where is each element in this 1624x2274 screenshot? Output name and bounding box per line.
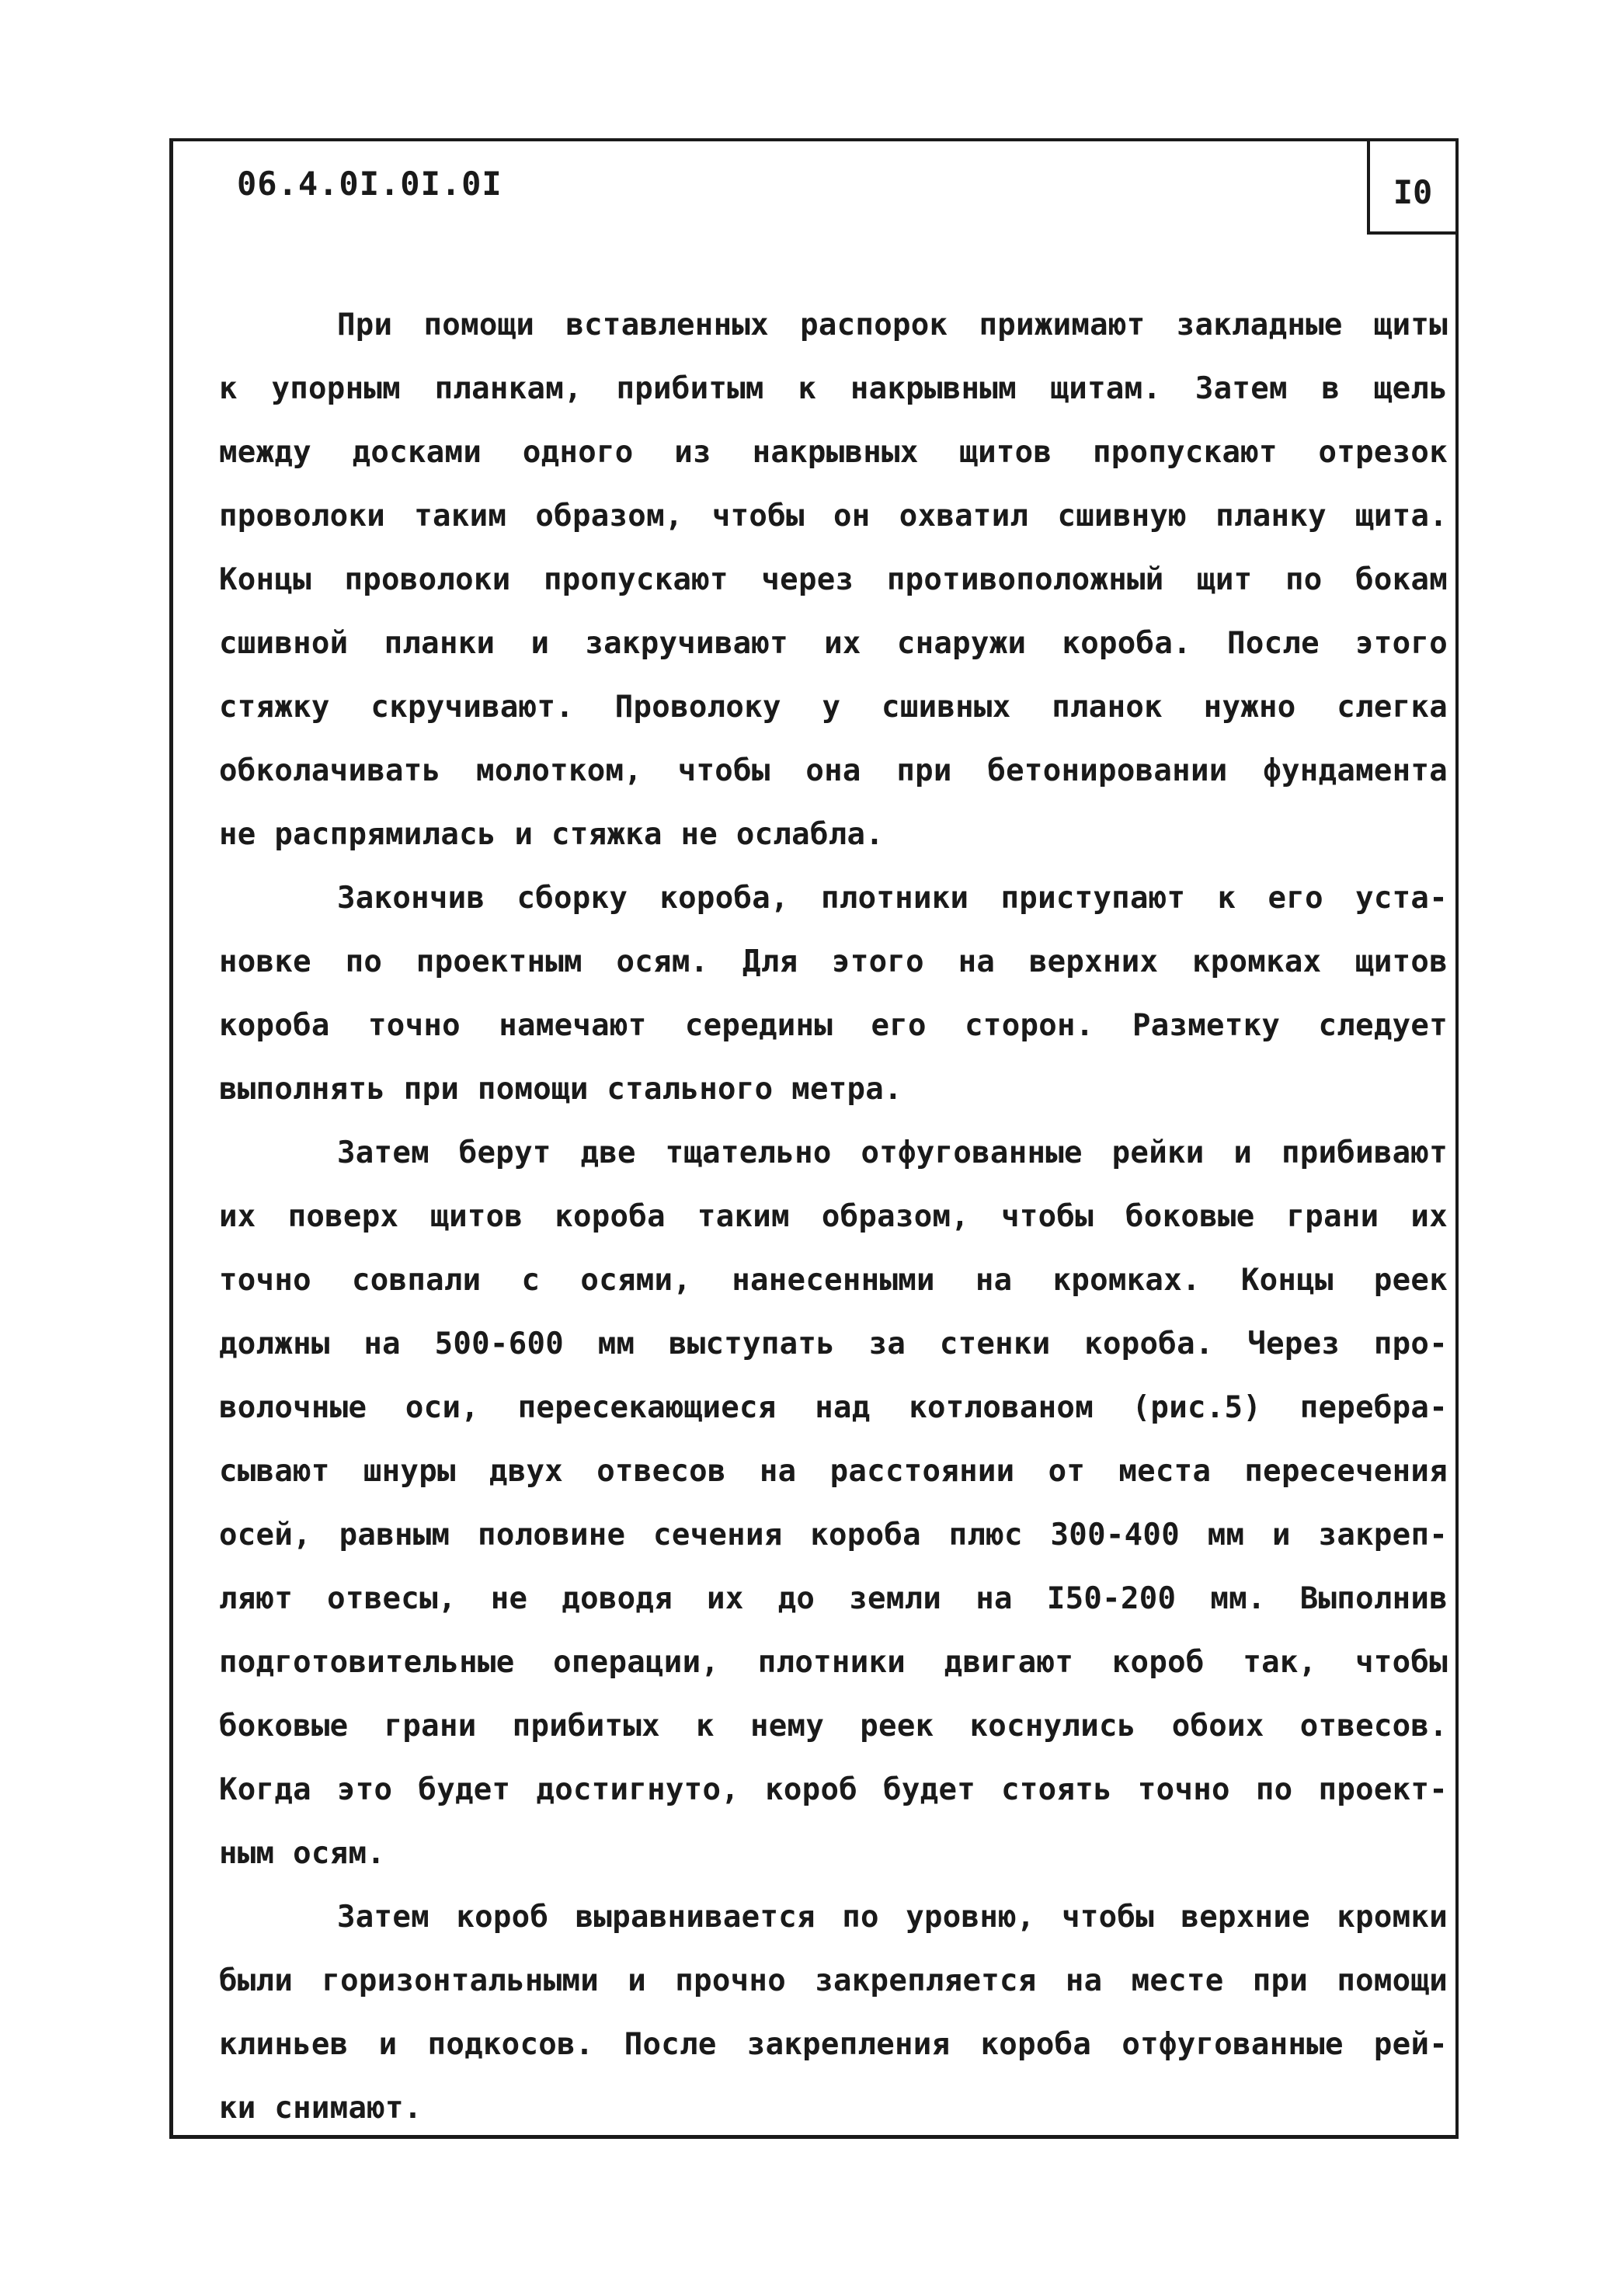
text-line: сшивной планки и закручивают их снаружи короба. После этого: [219, 626, 1448, 661]
text-line: их поверх щитов короба таким образом, чтобы боковые грани их: [219, 1199, 1448, 1234]
text-line: подготовительные операции, плотники двигают короб так, чтобы: [219, 1645, 1448, 1680]
text-line: боковые грани прибитых к нему реек коснулись обоих отвесов.: [219, 1709, 1448, 1744]
paragraph: [219, 1121, 1448, 1886]
document-code: 06.4.0I.0I.0I: [237, 165, 503, 203]
text-line: не распрямилась и стяжка не ослабла.: [219, 817, 885, 852]
text-line: Закончив сборку короба, плотники приступают к его уста-: [337, 881, 1448, 916]
paragraph: [219, 867, 1448, 1121]
page-number-box: [1367, 141, 1455, 235]
text-line: осей, равным половине сечения короба плюс 300-400 мм и закреп-: [219, 1518, 1448, 1553]
page-number: I0: [1393, 172, 1433, 211]
text-line: волочные оси, пересекающиеся над котлованом (рис.5) перебра-: [219, 1390, 1448, 1425]
text-line: точно совпали с осями, нанесенными на кромках. Концы реек: [219, 1263, 1448, 1298]
text-line: сывают шнуры двух отвесов на расстоянии от места пересечения: [219, 1454, 1448, 1489]
text-line: проволоки таким образом, чтобы он охватил сшивную планку щита.: [219, 499, 1448, 534]
text-line: Концы проволоки пропускают через противоположный щит по бокам: [219, 562, 1448, 597]
text-line: должны на 500-600 мм выступать за стенки короба. Через про-: [219, 1326, 1448, 1361]
text-line: При помощи вставленных распорок прижимают закладные щиты: [337, 308, 1448, 342]
text-line: ляют отвесы, не доводя их до земли на I50-200 мм. Выполнив: [219, 1581, 1448, 1616]
text-line: к упорным планкам, прибитым к накрывным щитам. Затем в щель: [219, 371, 1448, 406]
text-line: стяжку скручивают. Проволоку у сшивных планок нужно слегка: [219, 690, 1448, 725]
text-line: клиньев и подкосов. После закрепления короба отфугованные рей-: [219, 2027, 1448, 2062]
text-line: были горизонтальными и прочно закрепляется на месте при помощи: [219, 1963, 1448, 1998]
text-line: ным осям.: [219, 1836, 386, 1871]
text-line: Затем короб выравнивается по уровню, чтобы верхние кромки: [337, 1900, 1448, 1935]
text-line: ки снимают.: [219, 2091, 423, 2126]
paragraph: [219, 1886, 1448, 2140]
text-line: новке по проектным осям. Для этого на верхних кромках щитов: [219, 944, 1448, 979]
body-text: [219, 294, 1448, 2140]
text-line: короба точно намечают середины его сторон. Разметку следует: [219, 1008, 1448, 1043]
paragraph: [219, 294, 1448, 867]
text-line: обколачивать молотком, чтобы она при бетонировании фундамента: [219, 753, 1448, 788]
text-line: между досками одного из накрывных щитов пропускают отрезок: [219, 435, 1448, 470]
text-line: выполнять при помощи стального метра.: [219, 1072, 902, 1107]
text-line: Когда это будет достигнуто, короб будет стоять точно по проект-: [219, 1772, 1448, 1807]
text-line: Затем берут две тщательно отфугованные рейки и прибивают: [337, 1135, 1448, 1170]
